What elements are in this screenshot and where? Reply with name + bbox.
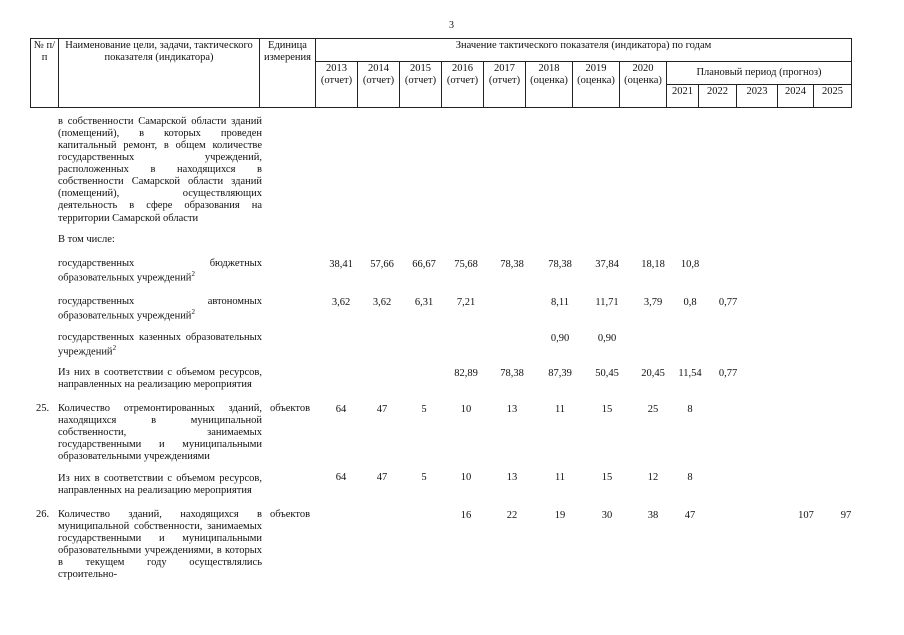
table-cell: 0,8 <box>683 297 697 308</box>
table-cell: 5 <box>421 472 427 483</box>
table-cell: 19 <box>554 510 566 521</box>
table-cell: 0,77 <box>718 368 738 379</box>
table-cell: 13 <box>506 472 518 483</box>
header-col-num: № п/п <box>31 39 59 108</box>
table-cell: 15 <box>601 472 613 483</box>
page-number: 3 <box>449 20 454 31</box>
table-cell: 0,90 <box>550 333 570 344</box>
table-row-label: В том числе: <box>58 234 115 245</box>
table-header <box>30 38 852 108</box>
row-number: 25. <box>36 403 50 414</box>
table-cell: 13 <box>506 404 518 415</box>
table-cell: 64 <box>335 404 347 415</box>
header-plan-year-2024: 2024 <box>778 85 814 108</box>
table-cell: 8,11 <box>551 297 569 308</box>
header-plan-year-2021: 2021 <box>667 85 699 108</box>
table-cell: 107 <box>798 510 814 521</box>
header-year-2013: 2013 (отчет) <box>316 62 358 108</box>
table-cell: 7,21 <box>456 297 476 308</box>
table-cell: 47 <box>376 404 388 415</box>
header-plan-year-2025: 2025 <box>814 85 852 108</box>
table-cell: 11 <box>554 404 566 415</box>
table-row-label: Из них в соответствии с объемом ресурсов, направленных на реализацию мероприятия <box>58 367 262 391</box>
table-cell: 3,79 <box>643 297 663 308</box>
table-cell: 57,66 <box>370 259 394 270</box>
header-year-2015: 2015 (отчет) <box>400 62 442 108</box>
table-cell: 87,39 <box>548 368 572 379</box>
table-cell: 47 <box>684 510 696 521</box>
header-year-2018: 2018 (оценка) <box>526 62 573 108</box>
table-cell: 11 <box>554 472 566 483</box>
table-row-label: Из них в соответствии с объемом ресурсов, направленных на реализацию мероприятия <box>58 473 262 497</box>
table-cell: 11,71 <box>595 297 619 308</box>
header-col-unit: Единица измерения <box>260 39 316 108</box>
row-unit: объектов <box>270 403 311 414</box>
table-cell: 10 <box>460 404 472 415</box>
table-cell: 97 <box>840 510 852 521</box>
table-cell: 25 <box>647 404 659 415</box>
header-year-2014: 2014 (отчет) <box>358 62 400 108</box>
table-row-label: государственных автономных образовательных учреждений$^2$ <box>58 296 262 322</box>
table-cell: 47 <box>376 472 388 483</box>
table-cell: 20,45 <box>641 368 665 379</box>
table-cell: 38,41 <box>329 259 353 270</box>
table-cell: 15 <box>601 404 613 415</box>
table-row-label: Количество зданий, находящихся в муниципальной собственности, занимаемых государственными и муниципальными образовательными учреждениями, в которых в текущем году осуществлялись строительно- <box>58 509 262 581</box>
table-cell: 82,89 <box>454 368 478 379</box>
row-number: 26. <box>36 509 50 520</box>
table-cell: 78,38 <box>500 259 524 270</box>
header-col-values: Значение тактического показателя (индикатора) по годам <box>316 39 852 62</box>
table-cell: 3,62 <box>331 297 351 308</box>
table-cell: 12 <box>647 472 659 483</box>
header-plan-title: Плановый период (прогноз) <box>667 62 852 85</box>
header-year-2019: 2019 (оценка) <box>573 62 620 108</box>
header-year-2020: 2020 (оценка) <box>620 62 667 108</box>
table-cell: 5 <box>421 404 427 415</box>
table-cell: 16 <box>460 510 472 521</box>
table-cell: 50,45 <box>595 368 619 379</box>
table-cell: 0,77 <box>718 297 738 308</box>
table-cell: 30 <box>601 510 613 521</box>
header-plan-year-2023: 2023 <box>737 85 778 108</box>
row-unit: объектов <box>270 509 311 520</box>
table-row-label: Количество отремонтированных зданий, находящихся в муниципальной собственности, занимаемых государственными и муниципальными образовательными учреждениями <box>58 403 262 463</box>
table-cell: 11,54 <box>678 368 702 379</box>
table-cell: 38 <box>647 510 659 521</box>
table-cell: 22 <box>506 510 518 521</box>
table-cell: 10 <box>460 472 472 483</box>
table-cell: 8 <box>687 404 693 415</box>
table-cell: 8 <box>687 472 693 483</box>
header-year-2016: 2016 (отчет) <box>442 62 484 108</box>
header-col-name: Наименование цели, задачи, тактического показателя (индикатора) <box>59 39 260 108</box>
table-cell: 66,67 <box>412 259 436 270</box>
header-year-2017: 2017 (отчет) <box>484 62 526 108</box>
table-row-label: в собственности Самарской области зданий (помещений), в которых проведен капитальный ремонт, в общем количестве государственных учреждений, расположенных в находящихся в собственности Самарской области зданий (помещений), осуществляющих деятельность в сфере образования на территории Самарской области <box>58 116 262 224</box>
table-row-label: государственных казенных образовательных учреждений$^2$ <box>58 332 262 358</box>
table-cell: 75,68 <box>454 259 478 270</box>
table-cell: 3,62 <box>372 297 392 308</box>
table-cell: 6,31 <box>414 297 434 308</box>
table-cell: 0,90 <box>597 333 617 344</box>
table-cell: 78,38 <box>500 368 524 379</box>
table-cell: 18,18 <box>641 259 665 270</box>
table-row-label: государственных бюджетных образовательных учреждений$^2$ <box>58 258 262 284</box>
table-cell: 64 <box>335 472 347 483</box>
table-cell: 37,84 <box>595 259 619 270</box>
table-cell: 78,38 <box>548 259 572 270</box>
table-cell: 10,8 <box>680 259 700 270</box>
header-plan-year-2022: 2022 <box>699 85 737 108</box>
